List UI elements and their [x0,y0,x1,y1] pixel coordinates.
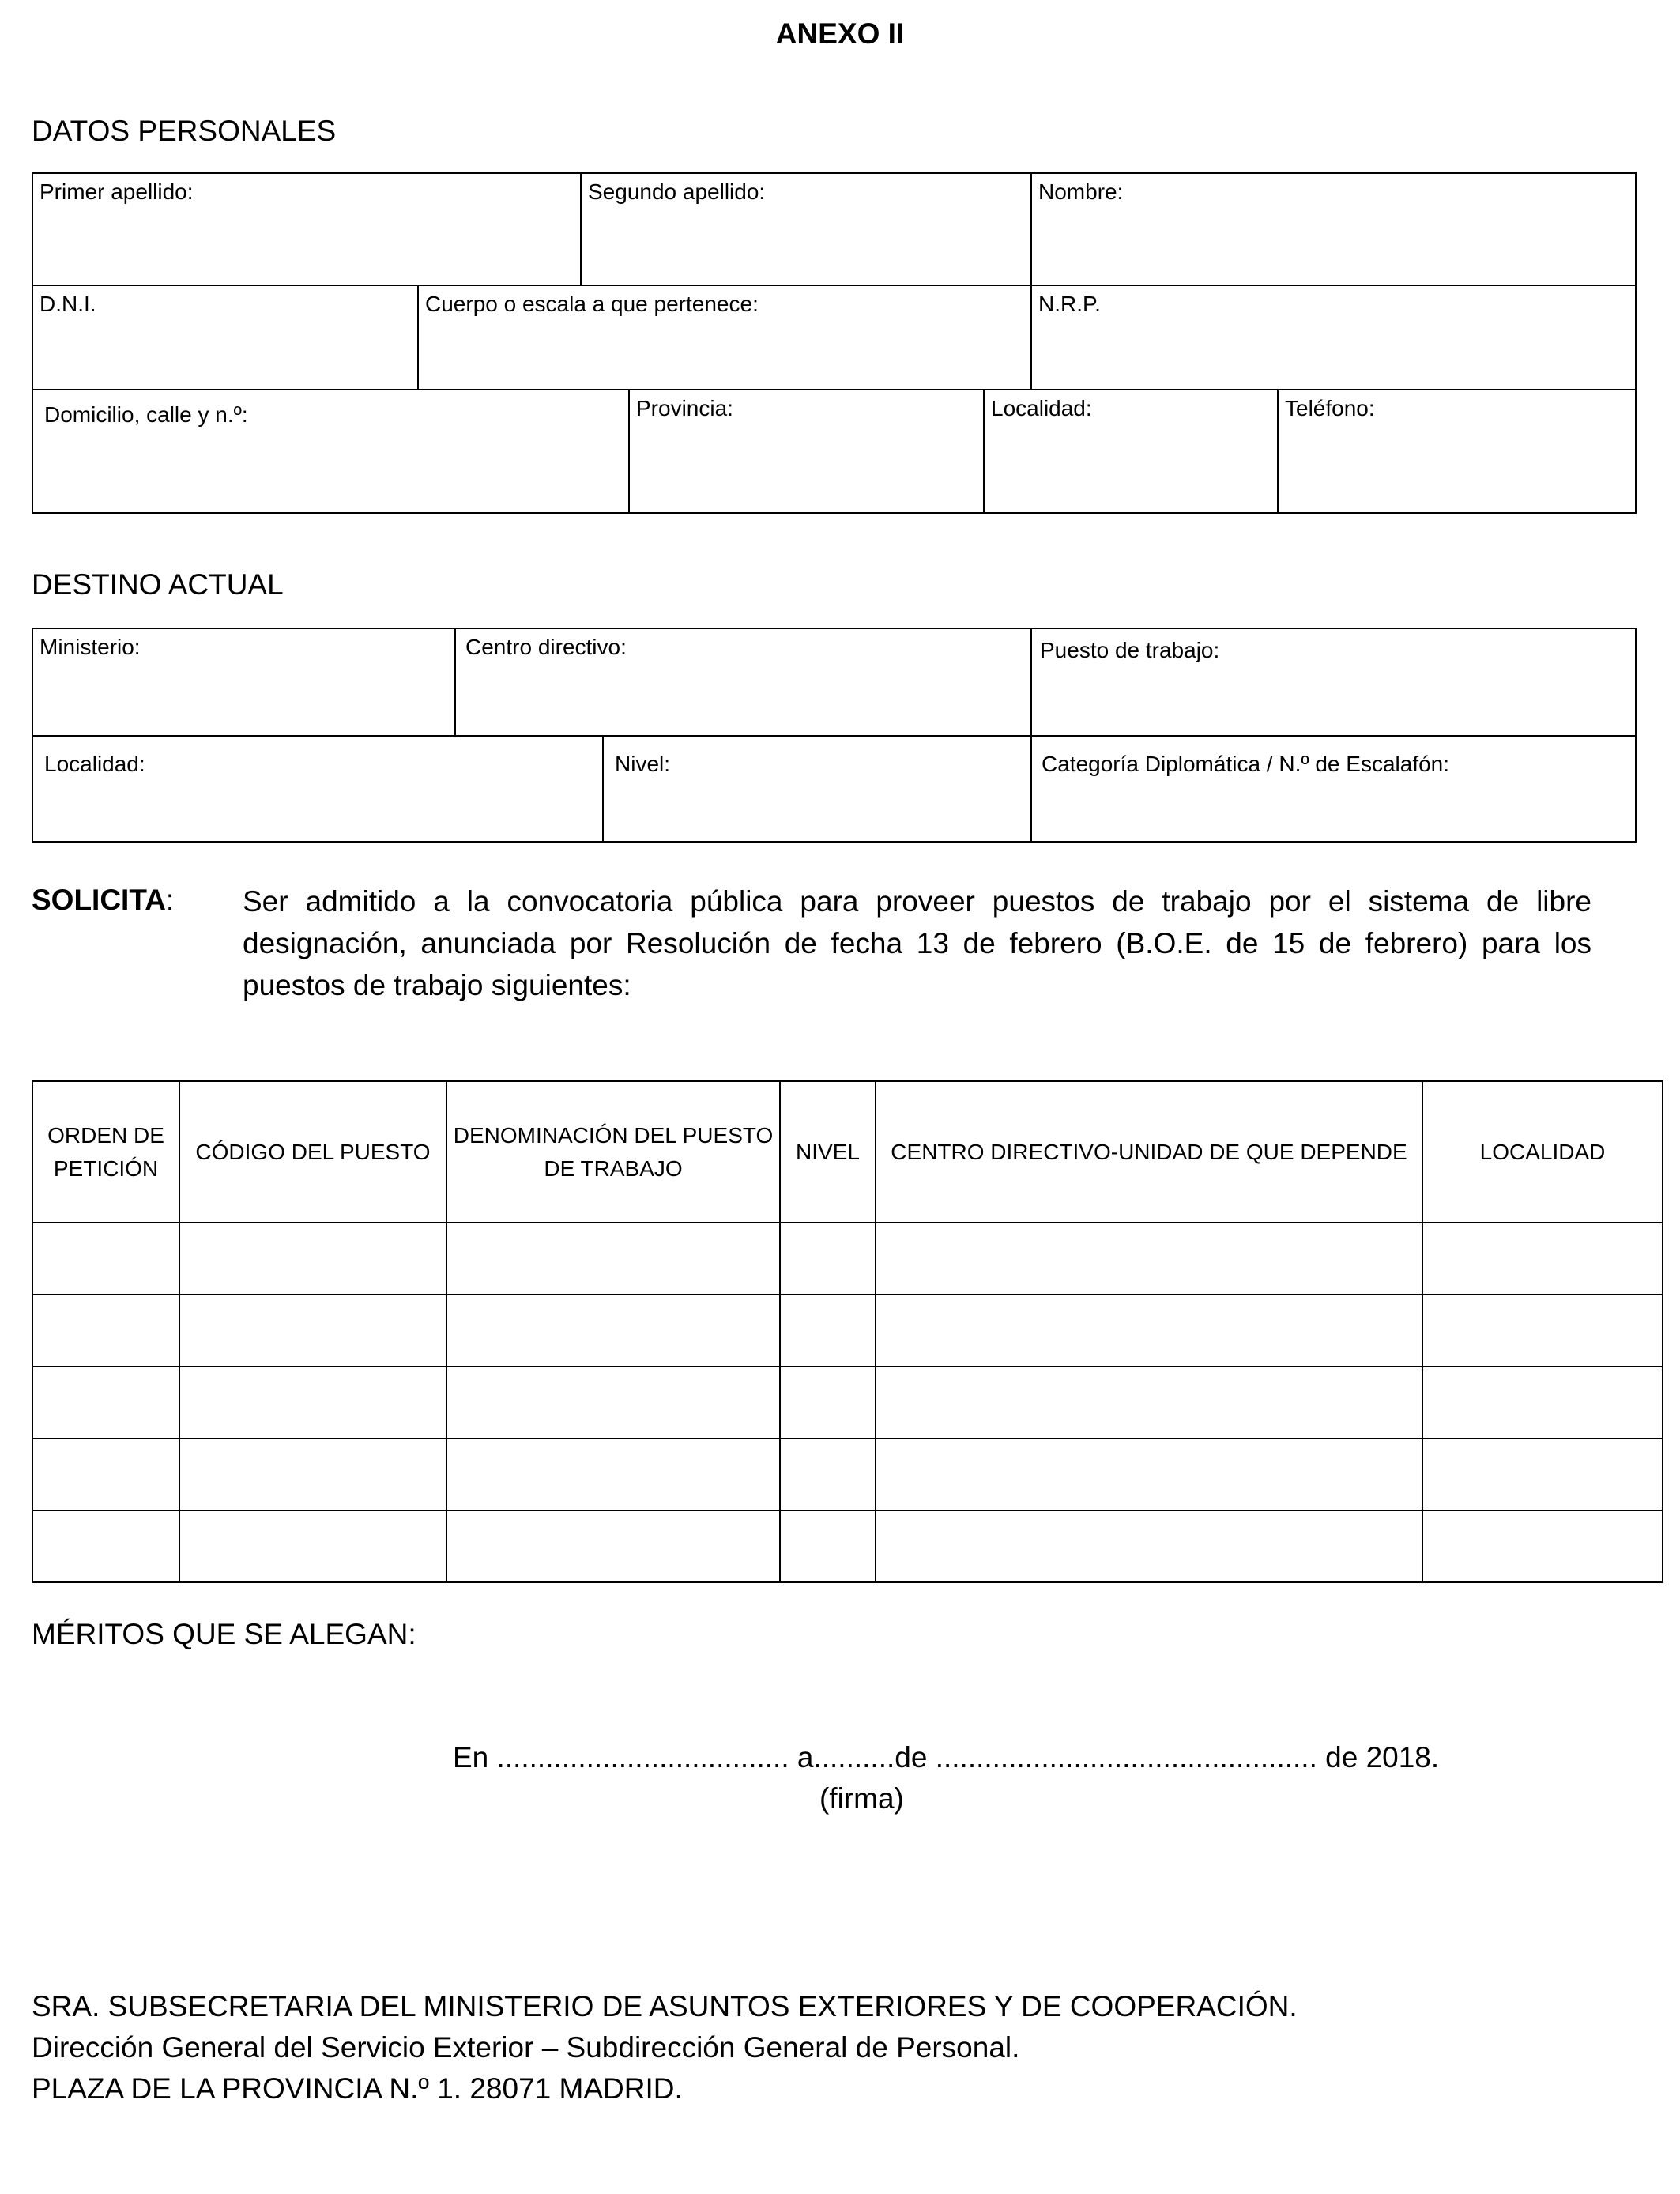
table-cell[interactable] [446,1223,780,1295]
table-cell[interactable] [1422,1223,1663,1295]
domicilio-field[interactable] [32,389,630,514]
ministerio-field[interactable] [32,628,456,737]
solicita-label: SOLICITA: [32,884,175,916]
destinatario-line-2: Dirección General del Servicio Exterior – Subdirección General de Personal. [32,2031,1020,2064]
table-cell[interactable] [1422,1367,1663,1438]
table-cell[interactable] [179,1438,446,1510]
table-cell[interactable] [780,1295,876,1367]
table-row [32,1295,1663,1367]
table-cell[interactable] [876,1295,1422,1367]
destino-actual-heading: DESTINO ACTUAL [32,568,284,601]
meritos-heading: MÉRITOS QUE SE ALEGAN: [32,1618,416,1650]
table-cell[interactable] [876,1367,1422,1438]
header-orden-peticion: ORDEN DE PETICIÓN [32,1081,179,1223]
table-cell[interactable] [179,1223,446,1295]
puesto-trabajo-field[interactable] [1030,628,1637,737]
table-cell[interactable] [32,1367,179,1438]
table-row [32,1510,1663,1582]
categoria-diplomatica-label: Categoría Diplomática / N.º de Escalafón: [1042,752,1450,776]
telefono-field[interactable] [1277,389,1637,514]
table-cell[interactable] [780,1223,876,1295]
segundo-apellido-label: Segundo apellido: [588,179,766,204]
nivel-label: Nivel: [615,752,671,776]
firma-label: (firma) [819,1782,904,1815]
header-nivel: NIVEL [780,1081,876,1223]
telefono-label: Teléfono: [1285,396,1375,420]
centro-directivo-label: Centro directivo: [465,635,627,659]
header-centro-directivo: CENTRO DIRECTIVO-UNIDAD DE QUE DEPENDE [876,1081,1422,1223]
table-cell[interactable] [876,1223,1422,1295]
table-cell[interactable] [876,1510,1422,1582]
table-cell[interactable] [32,1295,179,1367]
table-cell[interactable] [179,1510,446,1582]
table-cell[interactable] [179,1367,446,1438]
table-cell[interactable] [1422,1510,1663,1582]
table-cell[interactable] [446,1367,780,1438]
header-denominacion-puesto: DENOMINACIÓN DEL PUESTO DE TRABAJO [446,1081,780,1223]
destinatario-line-1: SRA. SUBSECRETARIA DEL MINISTERIO DE ASUNTOS EXTERIORES Y DE COOPERACIÓN. [32,1990,1298,2022]
table-row [32,1367,1663,1438]
primer-apellido-field[interactable] [32,172,582,286]
table-cell[interactable] [876,1438,1422,1510]
centro-directivo-field[interactable] [454,628,1032,737]
date-line[interactable]: En .................................... a..........de ............................................... de 2018. [453,1741,1440,1774]
nrp-label: N.R.P. [1038,292,1101,316]
table-row [32,1438,1663,1510]
solicita-text: Ser admitido a la convocatoria pública para proveer puestos de trabajo por el sistema de libre designación, anunciada por Resolución de fecha 13 de febrero (B.O.E. de 15 de febrero) para los puestos de trabajo siguientes: [243,885,1591,1001]
provincia-field[interactable] [628,389,985,514]
nombre-label: Nombre: [1038,179,1124,204]
nrp-field[interactable] [1030,285,1637,390]
categoria-diplomatica-field[interactable] [1030,735,1637,843]
cuerpo-escala-field[interactable] [417,285,1032,390]
header-codigo-puesto: CÓDIGO DEL PUESTO [179,1081,446,1223]
primer-apellido-label: Primer apellido: [40,179,194,204]
table-cell[interactable] [446,1295,780,1367]
table-cell[interactable] [1422,1295,1663,1367]
table-cell[interactable] [780,1367,876,1438]
nombre-field[interactable] [1030,172,1637,286]
cuerpo-escala-label: Cuerpo o escala a que pertenece: [425,292,759,316]
localidad-label: Localidad: [991,396,1092,420]
table-cell[interactable] [179,1295,446,1367]
dni-field[interactable] [32,285,419,390]
table-header-row [32,1081,1663,1223]
table-cell[interactable] [780,1510,876,1582]
ministerio-label: Ministerio: [40,635,141,659]
datos-personales-heading: DATOS PERSONALES [32,115,337,147]
document-title: ANEXO II [775,17,905,50]
destinatario-line-3: PLAZA DE LA PROVINCIA N.º 1. 28071 MADRID. [32,2072,683,2105]
localidad-destino-field[interactable] [32,735,604,843]
puesto-trabajo-label: Puesto de trabajo: [1040,638,1220,662]
provincia-label: Provincia: [636,396,733,420]
table-row [32,1223,1663,1295]
table-cell[interactable] [446,1438,780,1510]
header-localidad: LOCALIDAD [1422,1081,1663,1223]
table-cell[interactable] [780,1438,876,1510]
table-cell[interactable] [32,1438,179,1510]
table-cell[interactable] [446,1510,780,1582]
localidad-field[interactable] [983,389,1279,514]
table-cell[interactable] [32,1223,179,1295]
puestos-table [32,1080,1663,1583]
localidad-destino-label: Localidad: [44,752,145,776]
table-cell[interactable] [1422,1438,1663,1510]
table-cell[interactable] [32,1510,179,1582]
nivel-field[interactable] [602,735,1032,843]
dni-label: D.N.I. [40,292,96,316]
segundo-apellido-field[interactable] [580,172,1032,286]
domicilio-label: Domicilio, calle y n.º: [44,402,248,427]
